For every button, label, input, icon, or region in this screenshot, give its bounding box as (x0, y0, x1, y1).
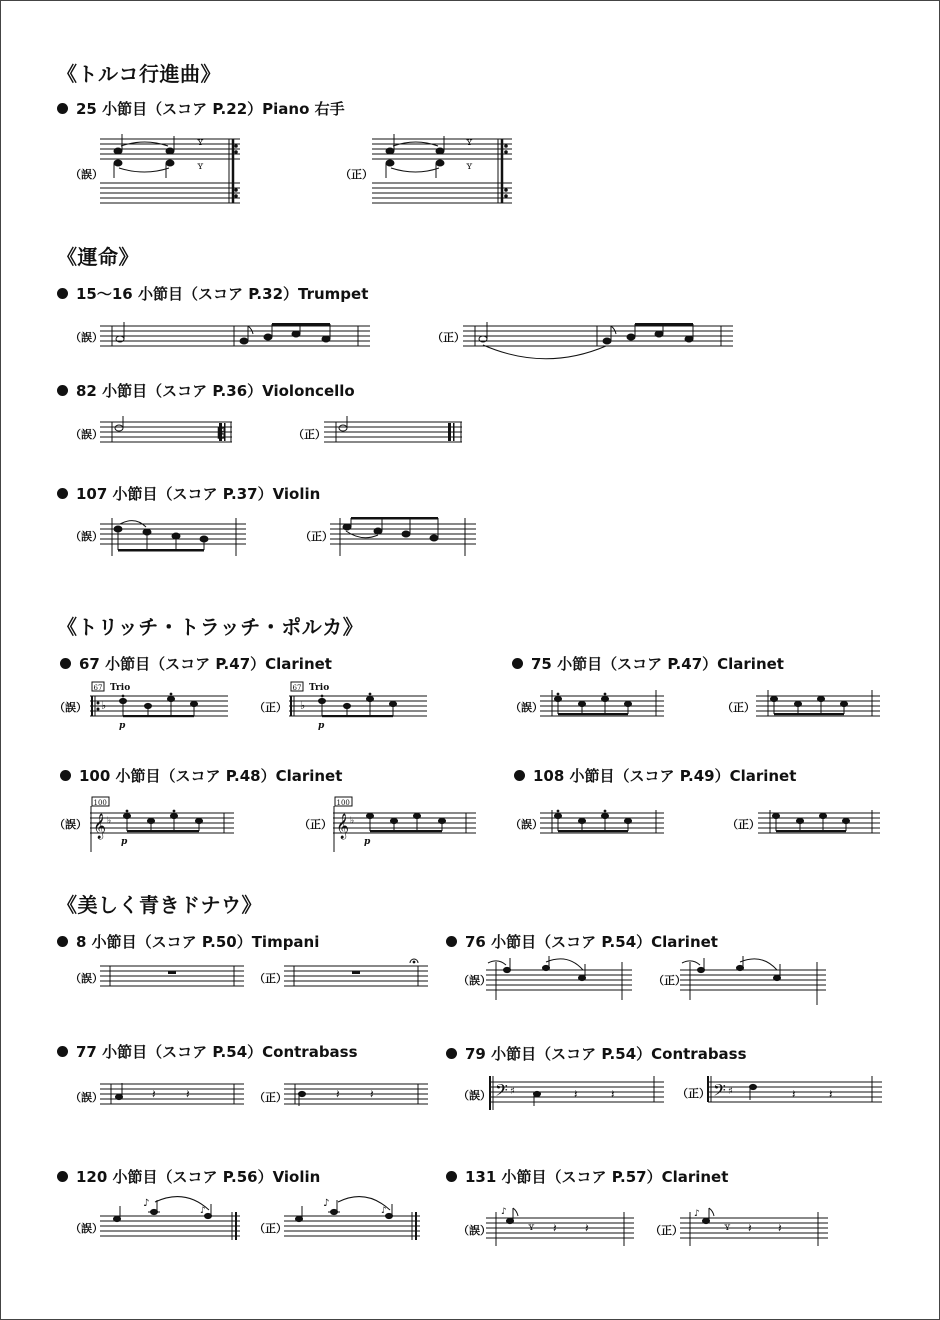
note (504, 967, 511, 972)
right-tag: （正） (653, 974, 686, 987)
quarter-rest: 𝄽 (553, 1221, 557, 1235)
wrong-tag: （誤） (70, 1222, 103, 1235)
right-tag: （正） (650, 1224, 683, 1237)
right-tag: （正） (293, 428, 326, 441)
repeat-dot (505, 151, 508, 154)
note (114, 148, 122, 154)
repeat-dot (97, 702, 99, 704)
staccato (170, 693, 172, 695)
note (322, 336, 330, 342)
bullet-text: 82 小節目（スコア P.36）Violoncello (76, 382, 355, 400)
note (627, 334, 635, 340)
wrong-tag: （誤） (54, 701, 87, 714)
score-fate-cello-wrong (100, 416, 232, 442)
bullet-text: 77 小節目（スコア P.54）Contrabass (76, 1043, 358, 1061)
flag (709, 1208, 714, 1216)
staccato (321, 695, 323, 697)
score-tt108-right (758, 810, 880, 833)
score-turkish-right (372, 134, 512, 203)
score-tt75-right (756, 690, 880, 716)
score-timpani-wrong (100, 966, 244, 986)
quarter-rest: 𝄽 (370, 1087, 374, 1101)
repeat-dot (235, 151, 238, 154)
slur (740, 959, 777, 970)
note (386, 148, 394, 154)
beam (322, 715, 393, 717)
note (402, 531, 410, 537)
score-tt100-wrong (90, 797, 234, 852)
note (386, 160, 394, 166)
grace-note: ♪ (143, 1198, 150, 1209)
right-tag: （正） (254, 972, 287, 985)
repeat-dot (505, 195, 508, 198)
rest: ʏ (466, 137, 473, 148)
bullet-text: 75 小節目（スコア P.47）Clarinet (531, 655, 784, 673)
beam (558, 830, 628, 832)
beam (635, 323, 693, 326)
sharp-sign: ♯ (510, 1086, 515, 1097)
right-tag: （正） (254, 1091, 287, 1104)
note (374, 528, 382, 534)
repeat-dot (97, 708, 99, 710)
rest: ʏ (197, 161, 204, 172)
bullet-text: 120 小節目（スコア P.56）Violin (76, 1168, 321, 1186)
flat-sign: ♭ (300, 699, 306, 712)
dynamic-mark: p (318, 721, 325, 731)
flat-sign: ♭ (107, 816, 112, 826)
score-fate-cello-right (324, 416, 462, 442)
section-title-turkish-march: 《トルコ行進曲》 (57, 62, 221, 86)
dynamic-mark: p (121, 837, 128, 847)
score-turkish-wrong (100, 134, 240, 203)
bullet-text: 15〜16 小節目（スコア P.32）Trumpet (76, 285, 369, 303)
dynamic-mark: p (119, 721, 126, 731)
note (151, 1209, 158, 1214)
slur (682, 961, 700, 965)
quarter-rest: 𝄽 (336, 1087, 340, 1101)
section-title-blue-danube: 《美しく青きドナウ》 (57, 893, 262, 917)
note (114, 1216, 121, 1221)
beam (558, 713, 628, 715)
note (299, 1091, 306, 1096)
wrong-tag: （誤） (458, 1224, 491, 1237)
right-tag: （正） (299, 818, 332, 831)
wrong-tag: （誤） (510, 818, 543, 831)
beam (774, 713, 844, 715)
quarter-rest: 𝄽 (778, 1221, 782, 1235)
score-fate-trumpet-wrong (100, 322, 370, 346)
score-tt67-right (289, 682, 427, 731)
score-timpani-right (284, 959, 428, 986)
grace-note: ♪ (323, 1198, 330, 1209)
right-tag: （正） (254, 1222, 287, 1235)
grace-note: ♪ (200, 1206, 206, 1216)
note (296, 1216, 303, 1221)
note (430, 535, 438, 541)
note (436, 148, 444, 154)
beam (351, 517, 438, 520)
whole-rest (168, 971, 176, 974)
staccato (604, 810, 606, 812)
tie (483, 345, 606, 359)
bullet-text: 108 小節目（スコア P.49）Clarinet (533, 767, 797, 785)
wrong-tag: （誤） (70, 972, 103, 985)
note (703, 1218, 710, 1223)
rehearsal-mark: 100 (93, 799, 107, 807)
quarter-rest: 𝄽 (611, 1087, 615, 1101)
staccato (173, 810, 175, 812)
note (116, 1094, 123, 1099)
bullet-text: 76 小節目（スコア P.54）Clarinet (465, 933, 718, 951)
note (579, 975, 586, 980)
bass-clef: 𝄢 (495, 1080, 508, 1104)
note (331, 1209, 338, 1214)
dynamic-mark: p (364, 837, 371, 847)
score-bd77-wrong (100, 1083, 244, 1104)
score-bd76-wrong (486, 956, 632, 1000)
bullet-text: 25 小節目（スコア P.22）Piano 右手 (76, 100, 345, 118)
quarter-rest: 𝄽 (792, 1087, 796, 1101)
note (737, 965, 744, 970)
repeat-dot (235, 145, 238, 148)
note (264, 334, 272, 340)
note (507, 1218, 514, 1223)
score-bd76-right (680, 956, 826, 1005)
tempo-mark: Trio (309, 683, 330, 693)
quarter-rest: 𝄽 (186, 1087, 190, 1101)
score-fate-trumpet-right (463, 322, 733, 359)
staff-lines (90, 696, 228, 716)
note (698, 967, 705, 972)
bullet-text: 100 小節目（スコア P.48）Clarinet (79, 767, 343, 785)
tie (391, 168, 439, 172)
section-title-tritsch-tratsch: 《トリッチ・トラッチ・ポルカ》 (57, 615, 364, 639)
grace-note: ♪ (381, 1206, 387, 1216)
bullet-text: 79 小節目（スコア P.54）Contrabass (465, 1045, 747, 1063)
right-tag: （正） (677, 1087, 710, 1100)
note (685, 336, 693, 342)
slur (488, 961, 506, 965)
score-tt67-wrong (90, 682, 228, 731)
quarter-rest: 𝄽 (829, 1087, 833, 1101)
rehearsal-mark: 100 (336, 799, 350, 807)
grace-note: ♪ (501, 1207, 507, 1217)
score-tt108-wrong (540, 810, 664, 833)
score-bd120-right (284, 1197, 420, 1240)
quarter-rest: 𝄽 (152, 1087, 156, 1101)
note (292, 331, 300, 337)
repeat-dot (235, 195, 238, 198)
score-tt100-right (333, 797, 476, 852)
grace-note: ♪ (694, 1209, 700, 1219)
clef-change (448, 423, 451, 441)
beam (118, 549, 204, 552)
bullet-text: 107 小節目（スコア P.37）Violin (76, 485, 321, 503)
fermata-dot (413, 961, 415, 963)
section-title-fate: 《運命》 (57, 245, 139, 269)
right-tag: （正） (254, 701, 287, 714)
right-tag: （正） (432, 331, 465, 344)
wrong-tag: （誤） (70, 530, 103, 543)
score-bd79-wrong (490, 1076, 664, 1110)
rest: ʏ (197, 137, 204, 148)
tie (119, 168, 169, 172)
note (114, 160, 122, 166)
wrong-tag: （誤） (458, 974, 491, 987)
note (166, 160, 174, 166)
beam (127, 830, 199, 832)
rehearsal-mark: 67 (292, 684, 302, 692)
beam (272, 323, 330, 326)
quarter-rest: 𝄽 (748, 1221, 752, 1235)
staff-lines (100, 966, 244, 986)
clef-change (453, 423, 455, 441)
repeat-dot (505, 189, 508, 192)
staccato (557, 693, 559, 695)
slur (546, 959, 583, 970)
staff-lines (284, 966, 428, 986)
note (166, 148, 174, 154)
half-note (339, 425, 347, 431)
wrong-tag: （誤） (54, 818, 87, 831)
wrong-tag: （誤） (70, 428, 103, 441)
flag (611, 326, 616, 334)
wrong-tag: （誤） (70, 168, 103, 181)
note (603, 338, 611, 344)
bass-clef: 𝄢 (713, 1080, 726, 1104)
note (750, 1084, 757, 1089)
beam (123, 715, 194, 717)
right-tag: （正） (300, 530, 333, 543)
score-bd79-right (708, 1076, 882, 1104)
note (774, 975, 781, 980)
staccato (604, 693, 606, 695)
quarter-rest: 𝄽 (585, 1221, 589, 1235)
right-tag: （正） (340, 168, 373, 181)
tempo-mark: Trio (110, 683, 131, 693)
beam (370, 830, 442, 832)
sharp-sign: ♯ (728, 1086, 733, 1097)
wrong-tag: （誤） (70, 1091, 103, 1104)
staccato (126, 810, 128, 812)
flat-sign: ♭ (350, 816, 355, 826)
score-fate-violin-right (330, 517, 476, 556)
staff-lines (289, 696, 427, 716)
score-bd131-wrong (486, 1207, 634, 1246)
right-tag: （正） (727, 818, 760, 831)
repeat-dot (505, 145, 508, 148)
score-fate-violin-wrong (100, 518, 246, 556)
rehearsal-mark: 67 (93, 684, 103, 692)
bullet-text: 67 小節目（スコア P.47）Clarinet (79, 655, 332, 673)
note (343, 524, 351, 530)
wrong-tag: （誤） (458, 1089, 491, 1102)
flat-sign: ♭ (101, 699, 107, 712)
treble-clef: 𝄞 (93, 814, 107, 839)
staccato (369, 693, 371, 695)
flag (248, 326, 253, 334)
note (436, 160, 444, 166)
wrong-tag: （誤） (510, 701, 543, 714)
repeat-dot (235, 189, 238, 192)
staccato (557, 810, 559, 812)
flag (513, 1208, 518, 1216)
staff-lines (284, 1216, 420, 1236)
rest: ʏ (466, 161, 473, 172)
half-note (115, 425, 123, 431)
score-bd131-right (680, 1208, 828, 1246)
quarter-rest: 𝄽 (574, 1087, 578, 1101)
clef-change (224, 423, 226, 441)
right-tag: （正） (722, 701, 755, 714)
wrong-tag: （誤） (70, 331, 103, 344)
bullet-text: 131 小節目（スコア P.57）Clarinet (465, 1168, 729, 1186)
clef-change (219, 423, 222, 441)
eighth-rest: ʏ (724, 1222, 731, 1233)
note (240, 338, 248, 344)
bullet-text: 8 小節目（スコア P.50）Timpani (76, 933, 320, 951)
staccato (122, 695, 124, 697)
beam (776, 830, 846, 832)
whole-rest (352, 971, 360, 974)
note (543, 965, 550, 970)
note (655, 331, 663, 337)
score-tt75-wrong (540, 690, 664, 716)
score-bd77-right (284, 1084, 428, 1106)
treble-clef: 𝄞 (336, 814, 350, 839)
eighth-rest: ʏ (528, 1222, 535, 1233)
score-bd120-wrong (100, 1197, 240, 1240)
note (534, 1091, 541, 1096)
